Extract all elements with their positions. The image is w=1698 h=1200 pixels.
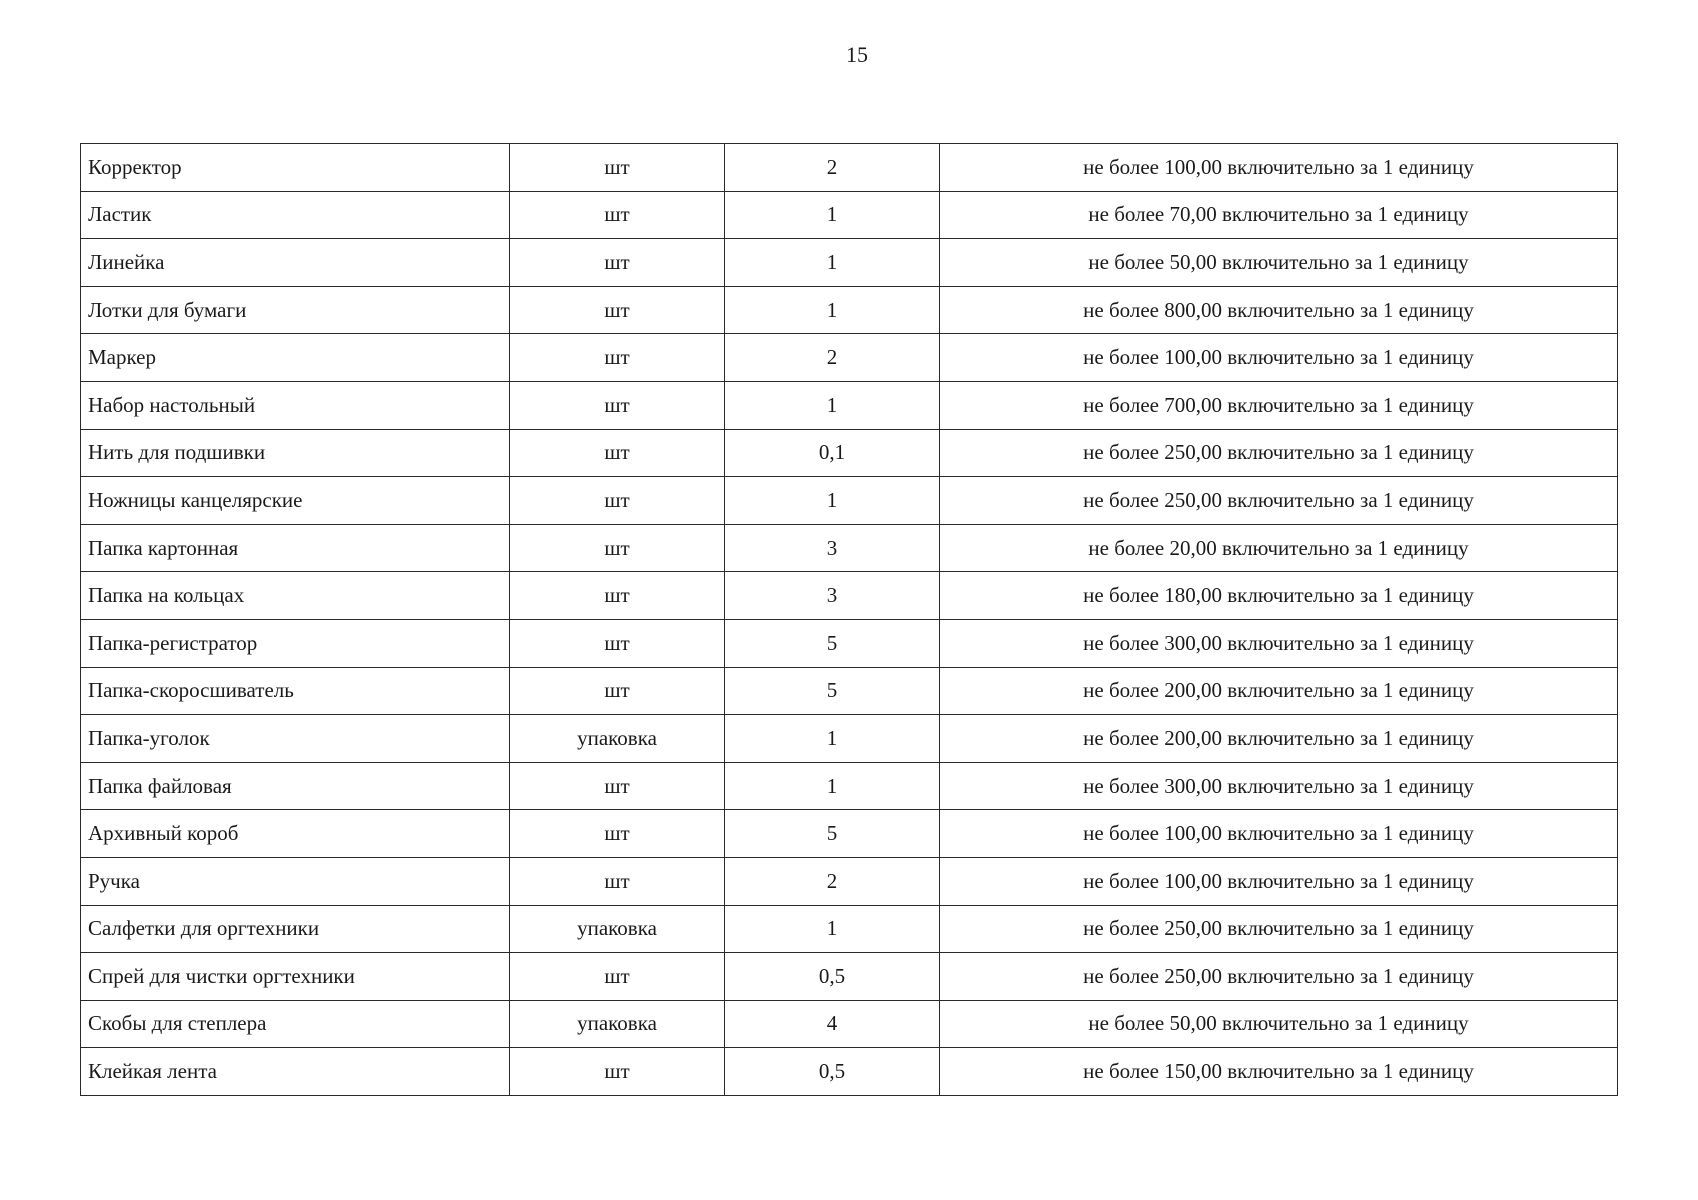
unit-cell: упаковка	[510, 715, 725, 763]
item-name-cell: Папка-уголок	[81, 715, 510, 763]
unit-cell: упаковка	[510, 1000, 725, 1048]
price-limit-cell: не более 180,00 включительно за 1 единицу	[940, 572, 1618, 620]
quantity-cell: 3	[725, 572, 940, 620]
item-name-cell: Корректор	[81, 144, 510, 192]
table-row	[81, 239, 1618, 287]
price-limit-cell: не более 200,00 включительно за 1 единицу	[940, 667, 1618, 715]
quantity-cell: 2	[725, 857, 940, 905]
item-name-cell: Маркер	[81, 334, 510, 382]
price-limit-cell: не более 250,00 включительно за 1 единицу	[940, 429, 1618, 477]
item-name-cell: Папка файловая	[81, 762, 510, 810]
quantity-cell: 3	[725, 524, 940, 572]
price-limit-cell: не более 50,00 включительно за 1 единицу	[940, 239, 1618, 287]
table-row	[81, 953, 1618, 1001]
table-row	[81, 619, 1618, 667]
unit-cell: шт	[510, 953, 725, 1001]
table-row	[81, 381, 1618, 429]
table-row	[81, 857, 1618, 905]
price-limit-cell: не более 700,00 включительно за 1 единицу	[940, 381, 1618, 429]
table-row	[81, 334, 1618, 382]
unit-cell: шт	[510, 524, 725, 572]
quantity-cell: 1	[725, 239, 940, 287]
price-limit-cell: не более 200,00 включительно за 1 единицу	[940, 715, 1618, 763]
quantity-cell: 0,1	[725, 429, 940, 477]
quantity-cell: 1	[725, 191, 940, 239]
price-limit-cell: не более 250,00 включительно за 1 единицу	[940, 953, 1618, 1001]
item-name-cell: Папка-регистратор	[81, 619, 510, 667]
quantity-cell: 1	[725, 905, 940, 953]
quantity-cell: 0,5	[725, 953, 940, 1001]
unit-cell: упаковка	[510, 905, 725, 953]
price-limit-cell: не более 150,00 включительно за 1 единицу	[940, 1048, 1618, 1096]
price-limit-cell: не более 300,00 включительно за 1 единицу	[940, 619, 1618, 667]
quantity-cell: 1	[725, 381, 940, 429]
item-name-cell: Ручка	[81, 857, 510, 905]
item-name-cell: Линейка	[81, 239, 510, 287]
item-name-cell: Ножницы канцелярские	[81, 477, 510, 525]
quantity-cell: 5	[725, 619, 940, 667]
quantity-cell: 4	[725, 1000, 940, 1048]
quantity-cell: 2	[725, 144, 940, 192]
table-row	[81, 762, 1618, 810]
table-row	[81, 144, 1618, 192]
item-name-cell: Папка на кольцах	[81, 572, 510, 620]
unit-cell: шт	[510, 667, 725, 715]
price-limit-cell: не более 100,00 включительно за 1 единицу	[940, 810, 1618, 858]
price-limit-cell: не более 250,00 включительно за 1 единицу	[940, 477, 1618, 525]
item-name-cell: Спрей для чистки оргтехники	[81, 953, 510, 1001]
table-row	[81, 810, 1618, 858]
table-row	[81, 572, 1618, 620]
price-limit-cell: не более 300,00 включительно за 1 единицу	[940, 762, 1618, 810]
price-limit-cell: не более 100,00 включительно за 1 единицу	[940, 334, 1618, 382]
unit-cell: шт	[510, 144, 725, 192]
unit-cell: шт	[510, 572, 725, 620]
unit-cell: шт	[510, 239, 725, 287]
price-limit-cell: не более 800,00 включительно за 1 единицу	[940, 286, 1618, 334]
page-number: 15	[846, 42, 868, 67]
price-limit-cell: не более 100,00 включительно за 1 единицу	[940, 144, 1618, 192]
unit-cell: шт	[510, 286, 725, 334]
item-name-cell: Салфетки для оргтехники	[81, 905, 510, 953]
item-name-cell: Архивный короб	[81, 810, 510, 858]
table-row	[81, 524, 1618, 572]
table-row	[81, 905, 1618, 953]
table-row	[81, 1000, 1618, 1048]
price-limit-cell: не более 20,00 включительно за 1 единицу	[940, 524, 1618, 572]
item-name-cell: Папка-скоросшиватель	[81, 667, 510, 715]
item-name-cell: Набор настольный	[81, 381, 510, 429]
quantity-cell: 1	[725, 286, 940, 334]
table-body	[81, 144, 1618, 1096]
price-limit-cell: не более 100,00 включительно за 1 единицу	[940, 857, 1618, 905]
table-row	[81, 715, 1618, 763]
price-limit-cell: не более 70,00 включительно за 1 единицу	[940, 191, 1618, 239]
unit-cell: шт	[510, 191, 725, 239]
table-row	[81, 667, 1618, 715]
item-name-cell: Нить для подшивки	[81, 429, 510, 477]
item-name-cell: Лотки для бумаги	[81, 286, 510, 334]
quantity-cell: 1	[725, 477, 940, 525]
quantity-cell: 0,5	[725, 1048, 940, 1096]
price-limit-cell: не более 50,00 включительно за 1 единицу	[940, 1000, 1618, 1048]
table-row	[81, 191, 1618, 239]
unit-cell: шт	[510, 1048, 725, 1096]
unit-cell: шт	[510, 477, 725, 525]
unit-cell: шт	[510, 381, 725, 429]
unit-cell: шт	[510, 810, 725, 858]
unit-cell: шт	[510, 619, 725, 667]
unit-cell: шт	[510, 429, 725, 477]
supplies-table	[80, 143, 1618, 1096]
quantity-cell: 2	[725, 334, 940, 382]
table-row	[81, 286, 1618, 334]
item-name-cell: Скобы для степлера	[81, 1000, 510, 1048]
quantity-cell: 1	[725, 715, 940, 763]
item-name-cell: Папка картонная	[81, 524, 510, 572]
table-row	[81, 477, 1618, 525]
unit-cell: шт	[510, 857, 725, 905]
unit-cell: шт	[510, 762, 725, 810]
quantity-cell: 5	[725, 810, 940, 858]
item-name-cell: Клейкая лента	[81, 1048, 510, 1096]
quantity-cell: 5	[725, 667, 940, 715]
table-row	[81, 429, 1618, 477]
unit-cell: шт	[510, 334, 725, 382]
quantity-cell: 1	[725, 762, 940, 810]
item-name-cell: Ластик	[81, 191, 510, 239]
price-limit-cell: не более 250,00 включительно за 1 единицу	[940, 905, 1618, 953]
table-row	[81, 1048, 1618, 1096]
